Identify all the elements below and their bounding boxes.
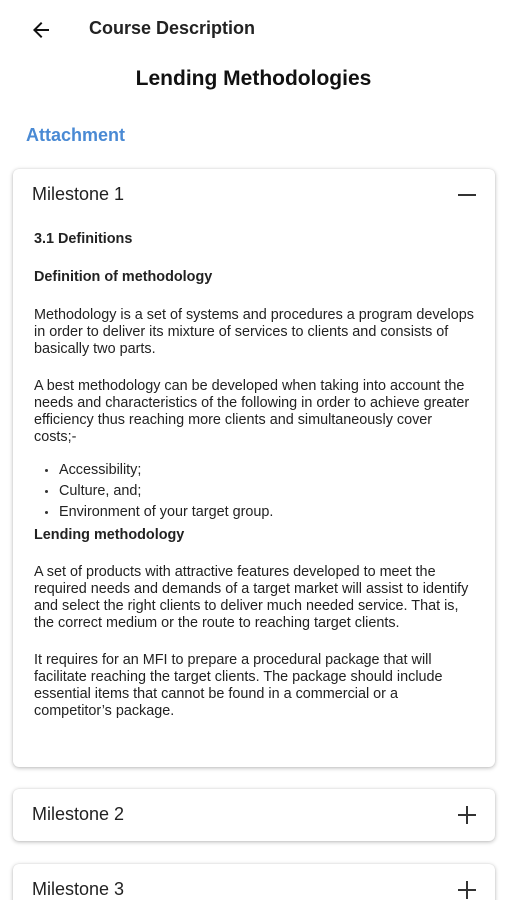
subheading: Definition of methodology [34,269,213,285]
plus-icon[interactable] [457,880,477,900]
app-bar [0,0,507,58]
attachment-link[interactable]: Attachment [26,125,126,145]
course-title: Lending Methodologies [135,67,372,90]
milestone-card [13,789,495,841]
milestone-header[interactable] [13,864,495,900]
milestone-card [13,169,495,767]
list-item: Accessibility; [34,460,474,481]
milestone-header[interactable] [13,789,495,841]
paragraph: It requires for an MFI to prepare a procedural package that will facilitate reaching the target clients. The package should include essential items that cannot be found in a commercial or a competitor’s package. [34,652,443,719]
section-heading: 3.1 Definitions [34,231,133,247]
back-button[interactable] [26,15,56,45]
milestone-header[interactable] [13,169,495,221]
list-item: Culture, and; [34,481,474,502]
milestone-content [13,221,495,720]
paragraph: A best methodology can be developed when taking into account the needs and characteristics of the following in order to achieve greater efficiency thus reaching more clients and simultaneously cover costs;- [34,378,470,445]
paragraph: A set of products with attractive features developed to meet the required needs and demands of a target market will assist to identify and select the right clients to deliver much needed service. That is, the correct medium or the route to reaching target clients. [34,564,469,631]
milestone-title: Milestone 2 [32,804,125,824]
plus-icon[interactable] [457,805,477,825]
screen-title: Course Description [89,18,256,38]
milestone-title: Milestone 3 [32,879,125,899]
milestone-card [13,864,495,900]
milestone-title: Milestone 1 [32,184,125,204]
arrow-left-icon [29,18,53,42]
minus-icon[interactable] [457,185,477,205]
list-item: Environment of your target group. [34,502,474,523]
paragraph: Methodology is a set of systems and procedures a program develops in order to deliver its mixture of services to clients and consists of basically two parts. [34,307,474,357]
bullet-list [34,460,474,523]
subheading: Lending methodology [34,527,185,543]
